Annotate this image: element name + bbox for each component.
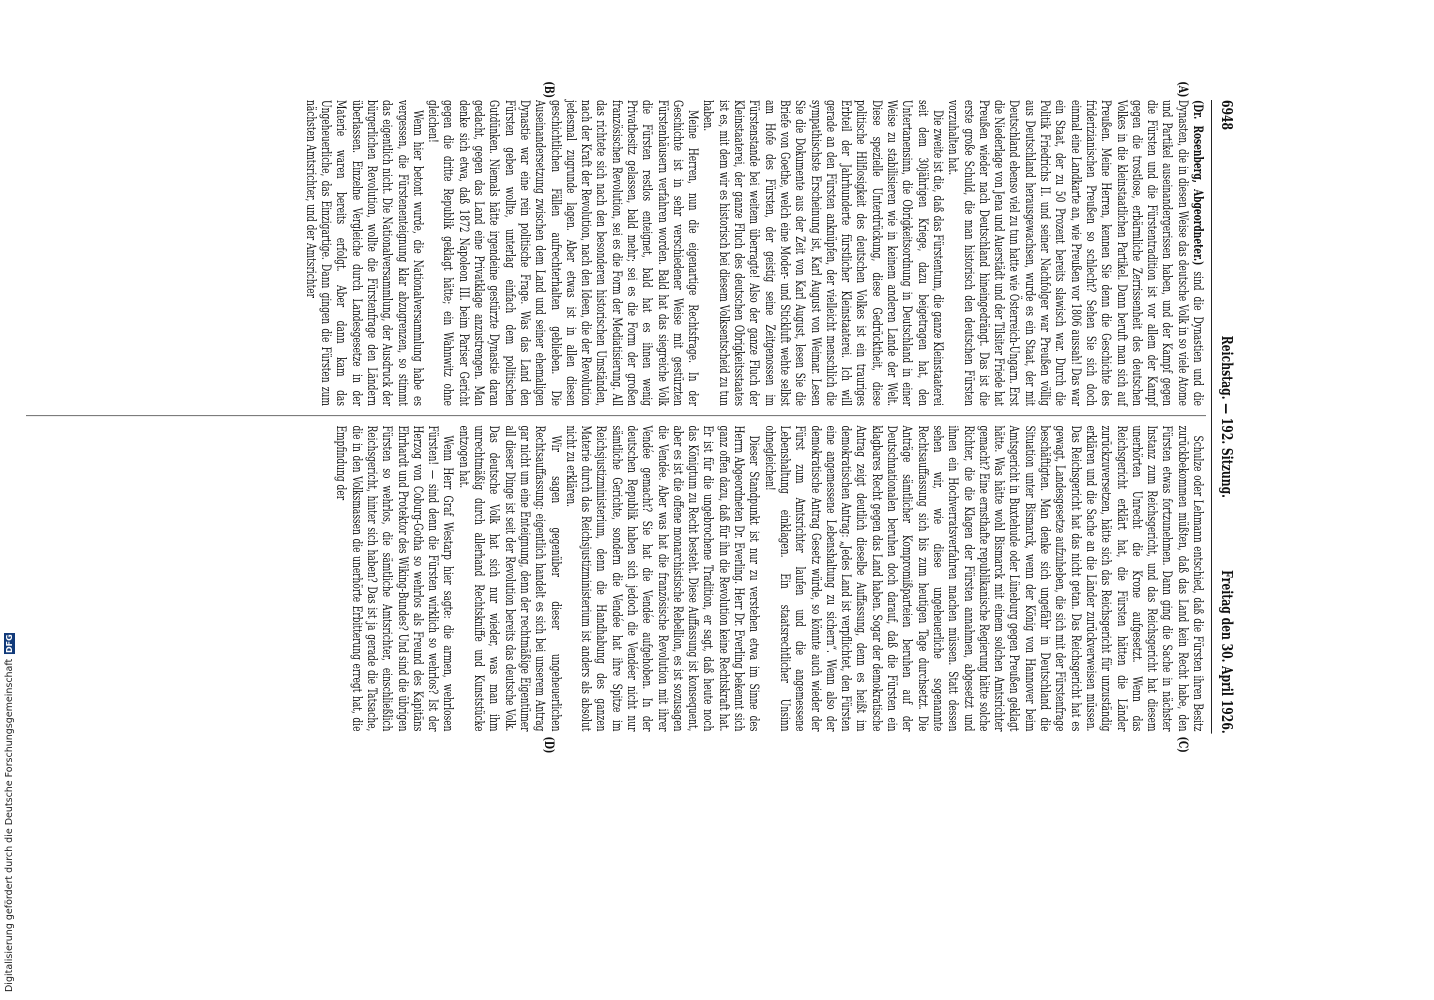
paragraph: Meine Herren, nun die eigenartige Rechtsfrage. In der Geschichte ist in sehr verschiedener Weise mit gestürzten Fürstenhäusern verfahren worden. Bald hat das siegreiche Volk die Fürsten restlos enteignet, bald hat es ihnen wenig Privatbesitz gelassen, bald mehr; sei es die Form der großen französischen Revolution, sei es die Form der Mediatisierung. All das richtete sich nach den besonderen historischen Umständen, nach der Kraft der Revolution, nach den Ideen, die der Revolution jedesmal zugrunde lagen. Aber etwas ist in allen diesen geschichtlichen Fällen aufrechterhalten geblieben. Die Auseinandersetzung zwischen dem Land und seiner ehemaligen Dynastie war eine rein politische Frage. Was das Land den Fürsten geben wollte, unterlag einfach dem politischen Gutdünken. Niemals hätte irgendeine gestürzte Dynastie daran gedacht, gegen das Land eine Privatklage anzustrengen. Man denke sich etwa, daß 1872 Napoleon III. beim Pariser Gericht gegen die dritte Republik geklagt hätte; ein Wahnwitz ohne gleichen!	[426, 100, 702, 406]
paragraph: Wenn Herr Graf Westarp hier sagte: die armen, wehrlosen Fürsten! — sind denn die Fürsten wirklich so wehrlos? Ist der Herzog von Coburg-Gotha so wehrlos als Freund des Kapitäns Ehrhardt und Protektor des Wiking-Bundes? Und sind die übrigen Fürsten so wehrlos, die sämtliche Amtsrichter, einschließlich Reichsgericht, hinter sich haben? Das ist ja gerade die Tatsache, die in den Volksmassen die unerhörte Erbitterung erregt hat, die Empfindung der	[334, 425, 457, 732]
paragraph: Die zweite ist die, daß das Fürstentum, die ganze Kleinstaaterei seit dem 30jährigen Kriege, dazu beigetragen hat, den Untertanensinn, die Obrigkeitsordnung in Deutschland in einer Weise zu stabilisieren wie in keinem anderen Lande der Welt. Diese spezielle Unterdrückung, diese Gedrücktheit, diese politische Hilflosigkeit des deutschen Volkes ist ein trauriges Erbteil der Jahrhunderte fürstlicher Kleinstaaterei. Ich will gerade an den Fürsten anknüpfen, der vielleicht menschlich die sympathischste Erscheinung ist, Karl August von Weimar. Lesen Sie die Dokumente aus der Zeit von Karl August, lesen Sie die Briefe von Goethe, welch eine Moder- und Stickluft wehte selbst am Hofe des Fürsten, der geistig seine Zeitgenossen im Fürstenstande bei weitem überragte! Also der ganze Fluch der Kleinstaaterei, der ganze Fluch des deutschen Obrigkeitsstaates ist es, mit dem wir es historisch bei diesem Volksentscheid zu tun haben.	[701, 100, 946, 406]
page-date: Freitag den 30. April 1926.	[1218, 570, 1236, 734]
paragraph: Wir sagen gegenüber dieser ungeheuerlichen Rechtsauffassung: eigentlich handelt es sich bei unserem Antrag gar nicht um eine Enteignung, denn der rechtmäßige Eigentümer all dieser Dinge ist seit der Revolution bereits das deutsche Volk. Das deutsche Volk hat sich nur wieder, was man ihm unrechtmäßig durch allerhand Rechtskniffe und Kunststücke entzogen hat.	[456, 425, 564, 732]
footer-text: Digitalisierung gefördert durch die Deutsche Forschungsgemeinschaft	[4, 658, 15, 992]
column-divider	[26, 415, 1206, 416]
page-header	[1214, 100, 1236, 734]
speaker-tag: (Dr. Rosenberg, Abgeordneter.)	[1191, 100, 1206, 266]
dfg-logo: DFG	[5, 633, 14, 653]
digitization-footer	[4, 633, 15, 992]
page-number: 6948	[1218, 100, 1236, 131]
margin-marker-c: (C)	[1175, 736, 1190, 753]
header-rule	[1211, 100, 1212, 734]
margin-marker-d: (D)	[541, 736, 556, 754]
margin-marker-b: (B)	[541, 81, 556, 99]
rotated-page	[20, 81, 1236, 754]
column-right	[334, 425, 1206, 731]
page-title: Reichstag. — 192. Sitzung.	[1218, 335, 1236, 498]
paragraph: Dieser Standpunkt ist nur zu verstehen etwa im Sinne des Herrn Abgeordneten Dr. Everling. Herr Dr. Everling bekennt sich ganz offen dazu, daß für ihn die Revolution keine Rechtskraft hat. Er ist für die ungebrochene Tradition, er sagt, daß heute noch das Königtum zu Recht besteht. Diese Auffassung ist konsequent, aber es ist die offene monarchistische Rebellion, es ist sozusagen die Vendée. Aber was hat die französische Revolution mit ihrer Vendée gemacht? Sie hat die Vendée aufgehoben. In der deutschen Republik haben sich jedoch die Vendéer nicht nur sämtliche Gerichte, sondern die Vendée hat ihre Spitze im Reichsjustizministerium, denn die Handhabung des ganzen Materie durch das Reichsjustizministerium ist anders als absolut nicht zu erklären.	[563, 425, 763, 732]
column-left	[303, 100, 1206, 406]
margin-marker-a: (A)	[1175, 81, 1190, 98]
paragraph-text: sind die Dynastien und die Dynasten, die in diesen Weise das deutsche Volk in so viele Atome und Partikel auseinandergerissen haben, und der Kampf gegen die Fürsten und die Fürstentradition ist vor allem der Kampf gegen die trostlose, erbärmliche Zerrissenheit des deutschen Volkes in die kleinstaatlichen Partikel. Dann beruft man sich auf Preußen. Meine Herren, kennen Sie denn die Geschichte des friderizianischen Preußen so schlecht? Sehen Sie sich doch einmal eine Landkarte an, wie Preußen vor 1806 aussah! Das war ein Staat, der zu 50 Prozent bereits slawisch war. Durch die Politik Friedrichs II. und seiner Nachfolger war Preußen völlig aus Deutschland herausgewachsen, wurde es ein Staat, der mit Deutschland ebenso viel zu tun hatte wie Österreich-Ungarn. Erst die Niederlage von Jena und Auerstädt und der Tilsiter Friede hat Preußen wieder nach Deutschland hineingedrängt. Das ist die erste große Schuld, die man historisch den deutschen Fürsten vorzuhalten hat.	[946, 100, 1206, 406]
paragraph	[946, 100, 1206, 406]
paragraph: Wenn hier betont wurde, die Nationalversammlung habe es vergessen, die Fürstenenteignung klar abzugrenzen, so stimmt das eigentlich nicht. Die Nationalversammlung, der Ausdruck der bürgerlichen Revolution, wollte die Fürstenfrage den Ländern überlassen. Einzelne Vergleiche durch Landesgesetze in der Materie waren bereits erfolgt. Aber dann kam das Ungeheuerliche, das Einzigartige. Dann gingen die Fürsten zum nächsten Amtsrichter, und der Amtsrichter	[303, 100, 426, 406]
paragraph: Schulze oder Lehmann entschied, daß die Fürsten ihren Besitz zurückbekommen müßten, daß das Land kein Recht habe, den Fürsten etwas fortzunehmen. Dann ging die Sache in nächster Instanz zum Reichsgericht, und das Reichsgericht hat diesem unerhörten Unrecht die Krone aufgesetzt. Wenn das Reichsgericht erklärt hat, die Fürsten hätten die Länder zurückzuversetzen, hätte sich das Reichsgericht für unzuständig erklären und die Sache an die Länder zurückverweisen müssen. Das Reichsgericht hat das nicht getan. Das Reichsgericht hat es gewagt, Landesgesetze aufzuheben, die sich mit der Fürstenfrage beschäftigten. Man denke sich ungefähr in Deutschland die Situation unter Bismarck, wenn der König von Hannover beim Amtsgericht in Buxtehude oder Lüneburg gegen Preußen geklagt hätte. Was hätte wohl Bismarck mit einem solchen Amtsrichter gemacht? Eine ernsthafte republikanische Regierung hätte solche Richter, die die Klagen der Fürsten annahmen, abgesetzt und ihnen ein Hochverratsverfahren machen müssen. Statt dessen sehen wir, wie diese ungeheuerliche sogenannte Rechtsauffassung sich bis zum heutigen Tage durchsetzt. Die Anträge sämtlicher Kompromißparteien beruhen auf der Deutschnationalen beruhen doch darauf, daß die Fürsten ein klagbares Recht gegen das Land haben. Sogar der demokratische Antrag zeigt deutlich dieselbe Auffassung, denn es heißt im demokratischen Antrag: „Jedes Land ist verpflichtet, den Fürsten eine angemessene Lebenshaltung zu sichern“. Wenn also der demokratische Antrag Gesetz würde, so könnte auch wieder der Fürst zum Amtsrichter laufen und die angemessene Lebenshaltung einklagen. Ein staatsrechtlicher Unsinn ohnegleichen!	[762, 425, 1206, 732]
